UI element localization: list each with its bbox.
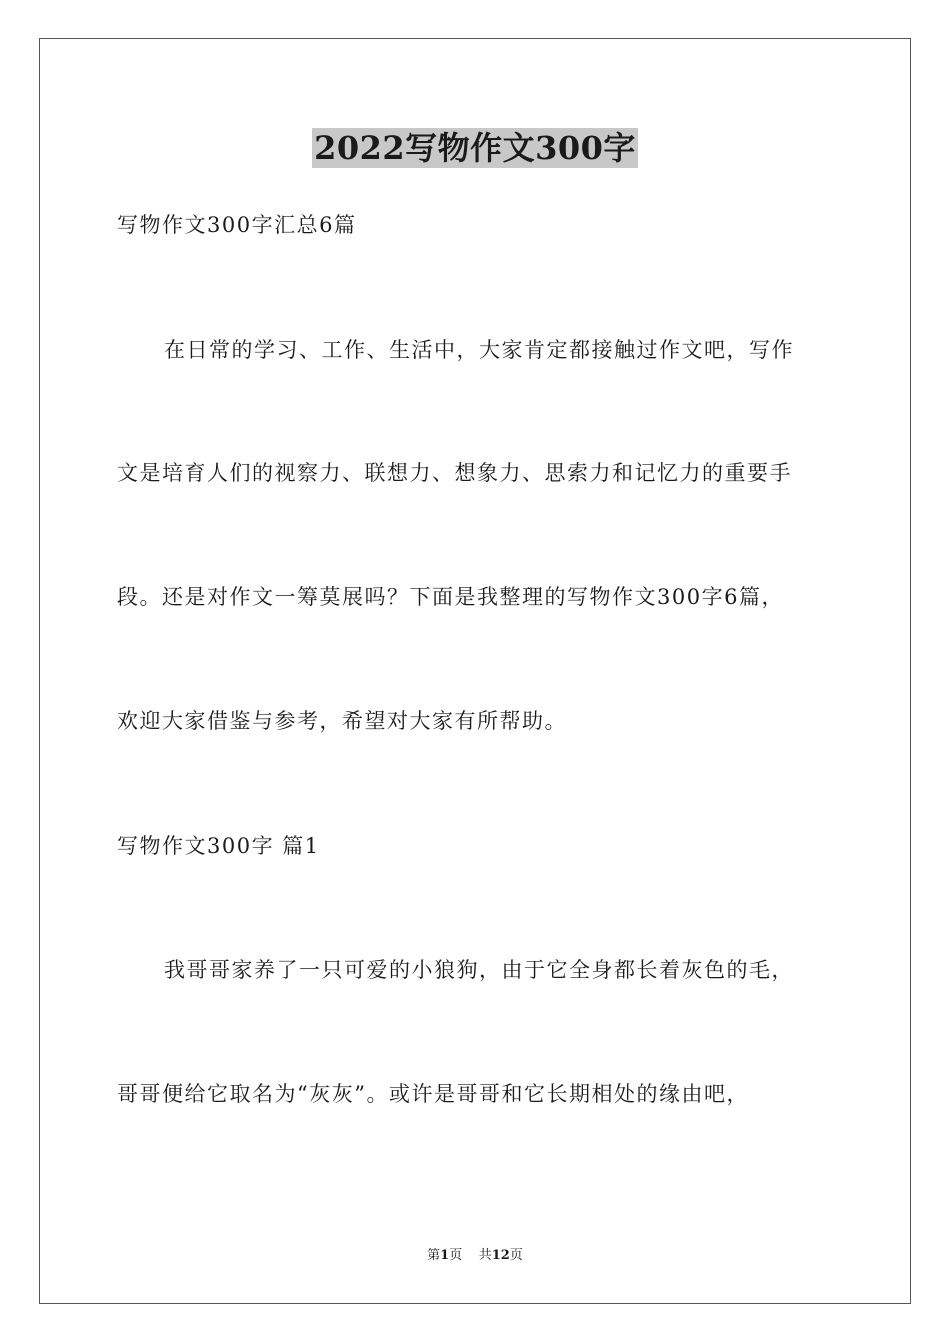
footer-middle: 页 共 (449, 1248, 492, 1263)
title-container (0, 128, 950, 168)
page-footer (0, 1248, 950, 1264)
intro-line-1: 在日常的学习、工作、生活中，大家肯定都接触过作文吧，写作 (164, 338, 794, 362)
document-subtitle: 写物作文300字汇总6篇 (117, 213, 357, 237)
document-title: 2022写物作文300字 (314, 129, 636, 167)
section-line-1: 我哥哥家养了一只可爱的小狼狗，由于它全身都长着灰色的毛， (164, 958, 794, 982)
intro-line-3: 段。还是对作文一筹莫展吗？下面是我整理的写物作文300字6篇， (117, 585, 784, 609)
section-line-2: 哥哥便给它取名为“灰灰”。或许是哥哥和它长期相处的缘由吧， (117, 1082, 749, 1106)
section-heading: 写物作文300字 篇1 (117, 834, 320, 858)
footer-page-number: 1 (440, 1248, 450, 1263)
intro-line-2: 文是培育人们的视察力、联想力、想象力、思索力和记忆力的重要手 (117, 461, 792, 485)
footer-prefix: 第 (427, 1248, 441, 1263)
footer-total-pages: 12 (491, 1248, 510, 1263)
footer-suffix: 页 (509, 1248, 523, 1263)
intro-line-4: 欢迎大家借鉴与参考，希望对大家有所帮助。 (117, 709, 567, 733)
